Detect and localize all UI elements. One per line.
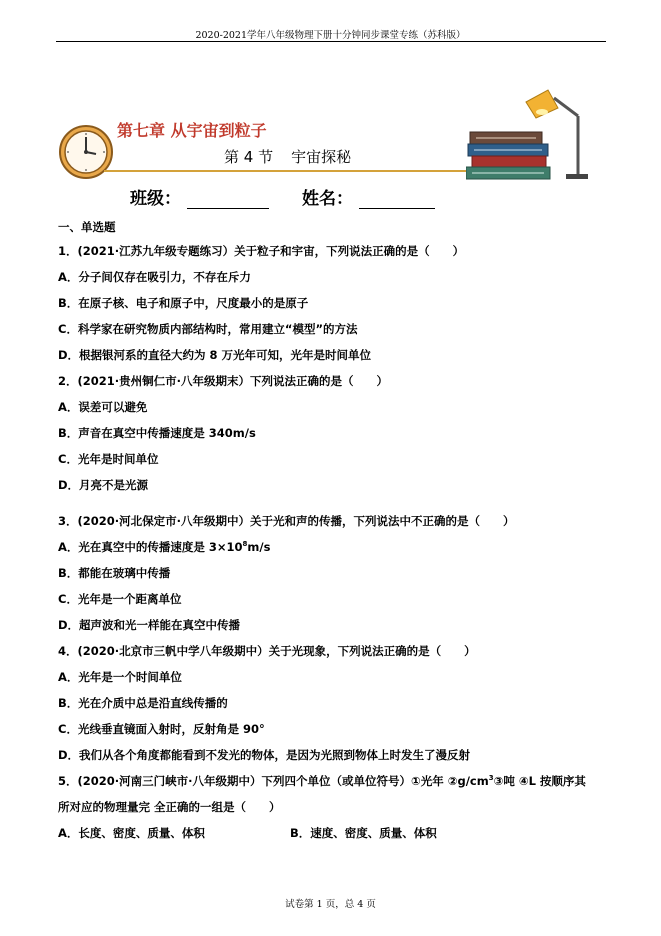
question-1-stem: 1．(2021·江苏九年级专题练习）关于粒子和宇宙，下列说法正确的是（ ） [58, 244, 465, 258]
question-3-option-d: D．超声波和光一样能在真空中传播 [58, 618, 241, 632]
question-2-option-b: B．声音在真空中传播速度是 340m/s [58, 426, 256, 440]
question-5-stem-line1 [58, 773, 586, 789]
banner-divider [104, 170, 474, 172]
question-2-option-d: D．月亮不是光源 [58, 478, 149, 492]
q3-a-unit: m/s [247, 540, 271, 554]
question-2-option-a: A．误差可以避免 [58, 400, 148, 414]
question-5-option-a: A．长度、密度、质量、体积 [58, 826, 205, 840]
question-3-option-b: B．都能在玻璃中传播 [58, 566, 171, 580]
section-title [224, 146, 351, 167]
q3-a-exponent: 8 [242, 540, 248, 549]
section-heading: 一、单选题 [58, 220, 116, 234]
question-2-option-c: C．光年是时间单位 [58, 452, 159, 466]
q5-stem-part1: 5．(2020·河南三门峡市·八年级期中）下列四个单位（或单位符号）①光年 ②g/cm [58, 774, 489, 788]
page-header: 2020-2021学年八年级物理下册十分钟同步课堂专练（苏科版） [195, 30, 466, 41]
question-4-option-b: B．光在介质中总是沿直线传播的 [58, 696, 228, 710]
question-3-stem: 3．(2020·河北保定市·八年级期中）关于光和声的传播，下列说法中不正确的是（ ） [58, 514, 515, 528]
chapter-title: 第七章 从宇宙到粒子 [117, 121, 267, 140]
question-1-option-b: B．在原子核、电子和原子中，尺度最小的是原子 [58, 296, 309, 310]
name-label: 姓名： [302, 189, 353, 209]
header-divider [56, 41, 606, 42]
class-label: 班级： [130, 189, 181, 209]
question-4-option-a: A．光年是一个时间单位 [58, 670, 182, 684]
question-1-option-d: D．根据银河系的直径大约为 8 万光年可知，光年是时间单位 [58, 348, 372, 362]
question-5-stem-line2: 所对应的物理量完 全正确的一组是（ ） [58, 800, 281, 814]
question-3-option-a [58, 539, 270, 555]
page-footer: 试卷第 1 页，总 4 页 [285, 899, 376, 910]
question-2-stem: 2．(2021·贵州铜仁市·八年级期末）下列说法正确的是（ ） [58, 374, 388, 388]
question-1-option-c: C．科学家在研究物质内部结构时，常用建立“模型”的方法 [58, 322, 358, 336]
name-blank[interactable] [359, 190, 435, 209]
question-4-option-c: C．光线垂直镜面入射时，反射角是 90° [58, 722, 265, 736]
q3-a-text: A．光在真空中的传播速度是 3×10 [58, 540, 243, 554]
section-number: 第 4 节 [224, 148, 274, 166]
class-blank[interactable] [187, 190, 269, 209]
books-lamp-illustration [466, 88, 590, 188]
question-3-option-c: C．光年是一个距离单位 [58, 592, 182, 606]
name-field [302, 184, 435, 209]
question-4-option-d: D．我们从各个角度都能看到不发光的物体，是因为光照到物体上时发生了漫反射 [58, 748, 471, 762]
class-field [130, 184, 269, 209]
question-1-option-a: A．分子间仅存在吸引力，不存在斥力 [58, 270, 251, 284]
question-4-stem: 4．(2020·北京市三帆中学八年级期中）关于光现象，下列说法正确的是（ ） [58, 644, 476, 658]
q5-stem-part2: ③吨 ④L 按顺序其 [493, 774, 586, 788]
question-5-option-b: B．速度、密度、质量、体积 [290, 826, 437, 840]
q5-exponent: 3 [488, 774, 494, 783]
section-name: 宇宙探秘 [291, 148, 352, 166]
